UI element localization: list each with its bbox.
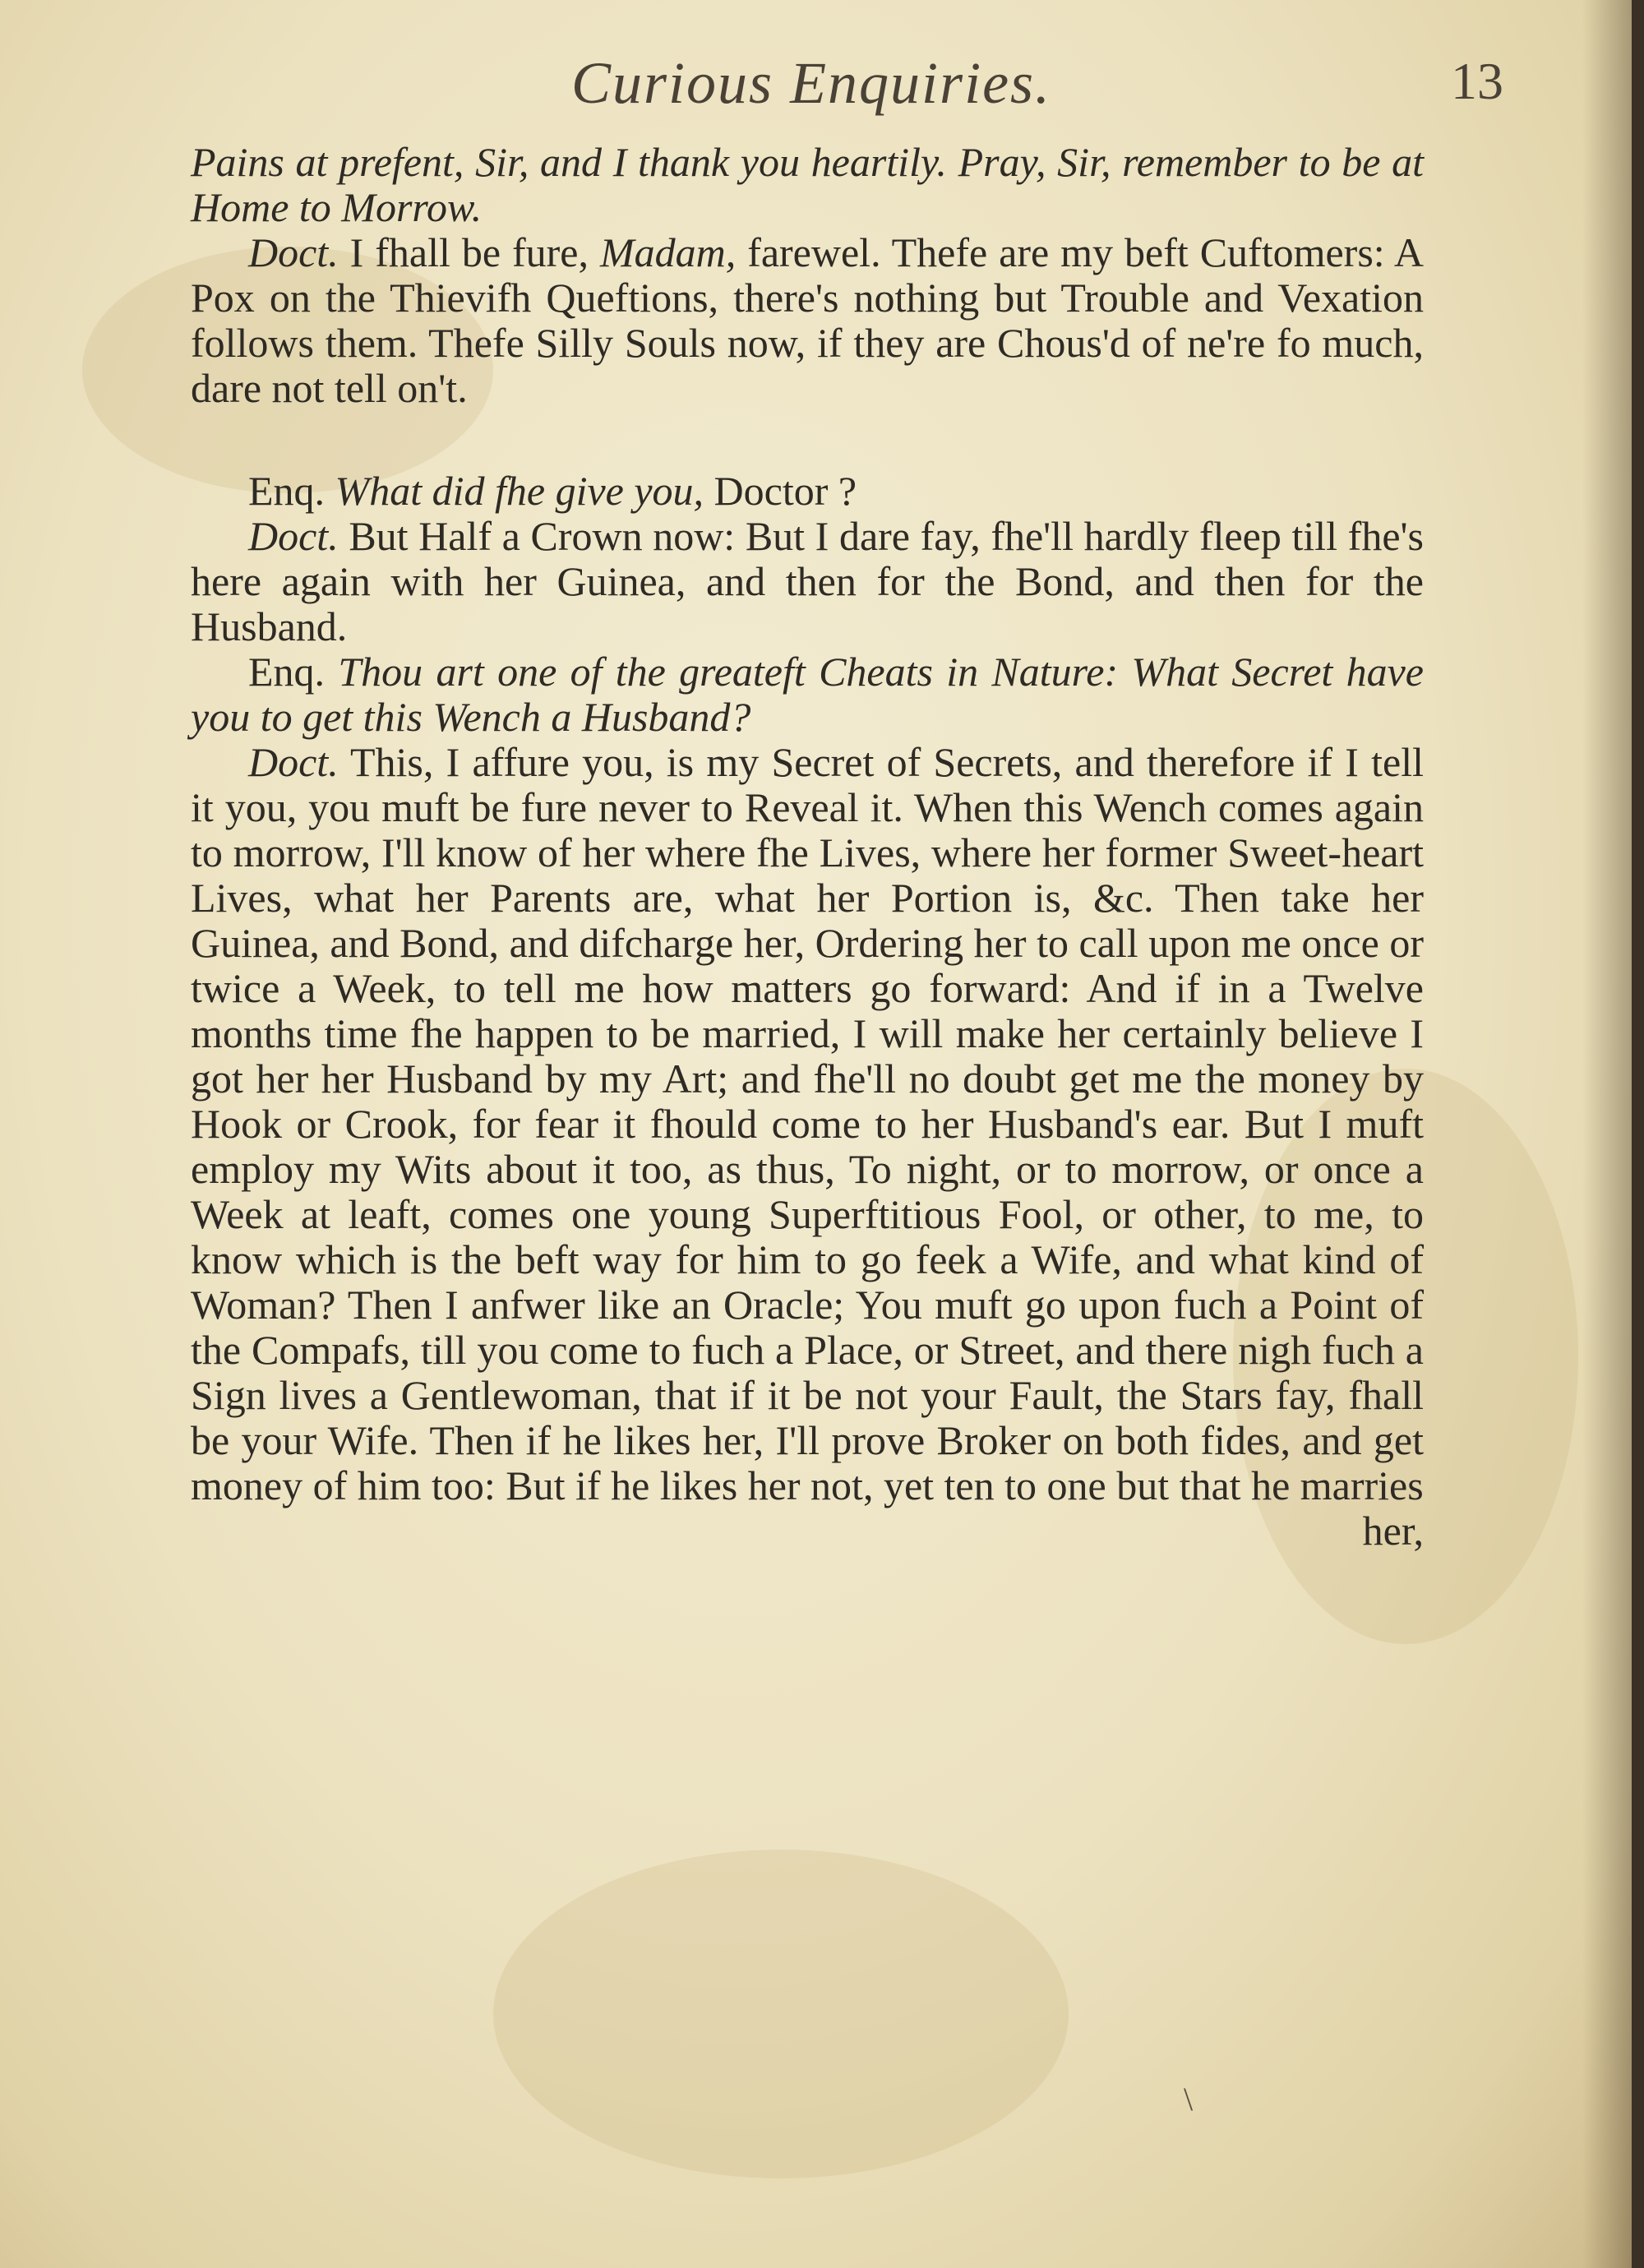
- paragraph: [191, 649, 1424, 740]
- paragraph-text: [325, 649, 338, 695]
- paragraph-text-after: farewel. Thefe are my beft Cuftomers: A Pox on the Thievifh Queftions, there's nothing but Trouble and Vexation follows them. Thefe Silly Souls now, if they are Chous'd of ne're fo much, dare not tell on't.: [191, 229, 1424, 411]
- margin-mark: \: [1184, 2081, 1194, 2118]
- paragraph-italic-text: Thou art one of the greateft Cheats in Nature: What Secret have you to get this Wench a Husband?: [191, 649, 1424, 740]
- paragraph-text: [325, 468, 335, 514]
- paragraph: [191, 514, 1424, 649]
- running-head: [0, 49, 1632, 123]
- paragraph: [191, 140, 1424, 230]
- book-edge: [1632, 0, 1644, 2268]
- paragraph-text: I fhall be fure,: [338, 229, 600, 275]
- page-edge-shadow: [1582, 0, 1632, 2268]
- page-number: 13: [1451, 52, 1503, 110]
- speaker-label: Doct.: [248, 513, 339, 559]
- running-head-title: Curious Enquiries.: [571, 50, 1052, 116]
- paragraph: [191, 469, 1424, 514]
- paragraph: [191, 740, 1424, 1508]
- paragraph-text-after: Doctor ?: [704, 468, 857, 514]
- paragraph-italic-text: Madam,: [599, 229, 737, 275]
- paragraph-italic-text: What did fhe give you,: [335, 468, 704, 514]
- paragraph: [191, 230, 1424, 411]
- body-text: [191, 140, 1424, 1554]
- speaker-label: Doct.: [248, 229, 339, 275]
- catchword: her,: [1362, 1508, 1424, 1554]
- speaker-label: Doct.: [248, 739, 339, 785]
- paragraph-text: This, I affure you, is my Secret of Secrets, and therefore if I tell it you, you muft be fure never to Reveal it. When this Wench comes again to morrow, I'll know of her where fhe Lives, where her former Sweet-heart Lives, what her Parents are, what her Portion is, &c. Then take her Guinea, and Bond, and difcharge her, Ordering her to call upon me once or twice a Week, to tell me how matters go forward: And if in a Twelve months time fhe happen to be married, I will make her certainly believe I got her her Husband by my Art; and fhe'll no doubt get me the money by Hook or Crook, for fear it fhould come to her Husband's ear. But I muft employ my Wits about it too, as thus, To night, or to morrow, or once a Week at leaft, comes one young Superftitious Fool, or other, to me, to know which is the beft way for him to go feek a Wife, and what kind of Woman? Then I anfwer like an Oracle; You muft go upon fuch a Point of the Compafs, till you come to fuch a Place, or Street, and there nigh fuch a Sign lives a Gentlewoman, that if it be not your Fault, the Stars fay, fhall be your Wife. Then if he likes her, I'll prove Broker on both fides, and get money of him too: But if he likes her not, yet ten to one but that he marries: [191, 739, 1424, 1508]
- speaker-label: Enq.: [248, 649, 326, 695]
- paragraph-italic-text: Pains at prefent, Sir, and I thank you heartily. Pray, Sir, remember to be at Home to Morrow.: [191, 139, 1424, 230]
- paper-stain: [493, 1850, 1069, 2178]
- paragraph-text: But Half a Crown now: But I dare fay, fhe'll hardly fleep till fhe's here again with her Guinea, and then for the Bond, and then for the Husband.: [191, 513, 1424, 649]
- speaker-label: Enq.: [248, 468, 326, 514]
